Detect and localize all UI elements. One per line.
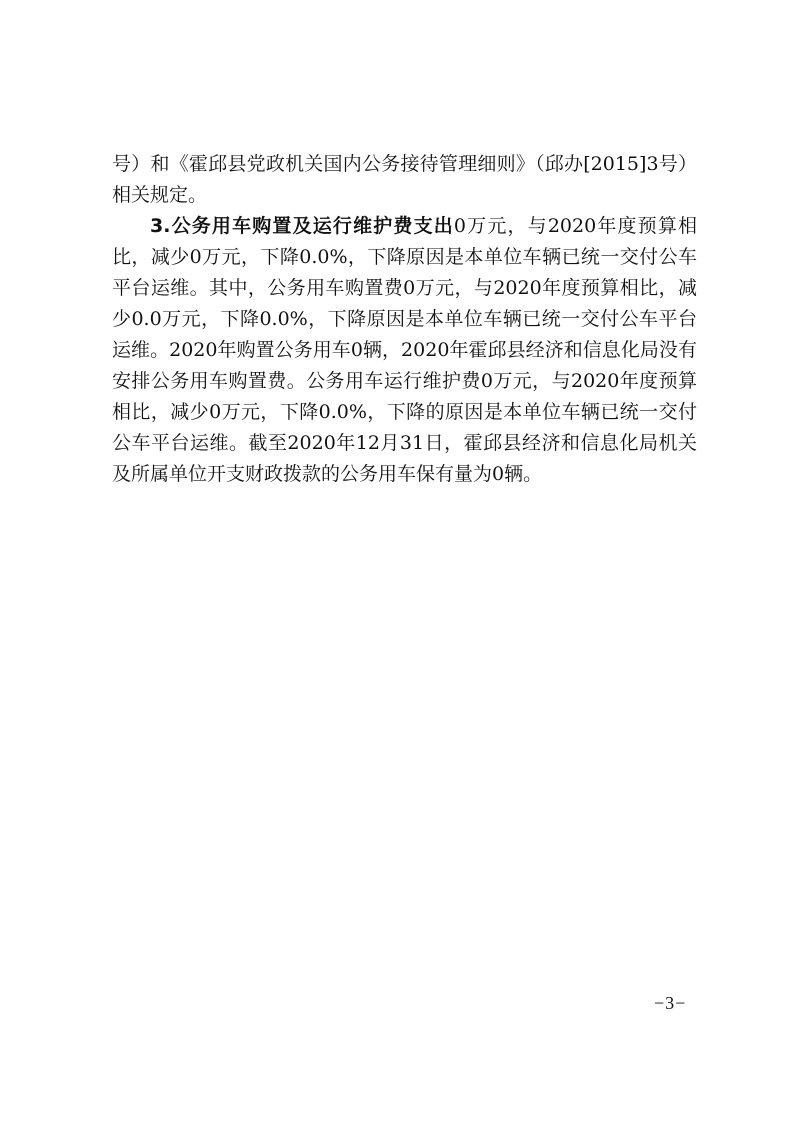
- section-heading: 3.公务用车购置及运行维护费支出: [150, 215, 454, 237]
- paragraph-text: 号）和《霍邱县党政机关国内公务接待管理细则》（邱办[2015]3号）相关规定。: [112, 153, 697, 206]
- paragraph-vehicle-expenses: [112, 211, 697, 490]
- page-number: −3−: [654, 993, 687, 1013]
- document-body: [112, 149, 697, 490]
- paragraph-text: 0万元，与2020年度预算相比，减少0万元，下降0.0%，下降原因是本单位车辆已统一交付公车平台运维。其中，公务用车购置费0万元，与2020年度预算相比，减少0.0万元，下降0.0%，下降原因是本单位车辆已统一交付公车平台运维。2020年购置公务用车0辆，2020年霍邱县经济和信息化局没有安排公务用车购置费。公务用车运行维护费0万元，与2020年度预算相比，减少0万元，下降0.0%，下降的原因是本单位车辆已统一交付公车平台运维。截至2020年12月31日，霍邱县经济和信息化局机关及所属单位开支财政拨款的公务用车保有量为0辆。: [112, 215, 697, 485]
- paragraph-continuation: [112, 149, 697, 211]
